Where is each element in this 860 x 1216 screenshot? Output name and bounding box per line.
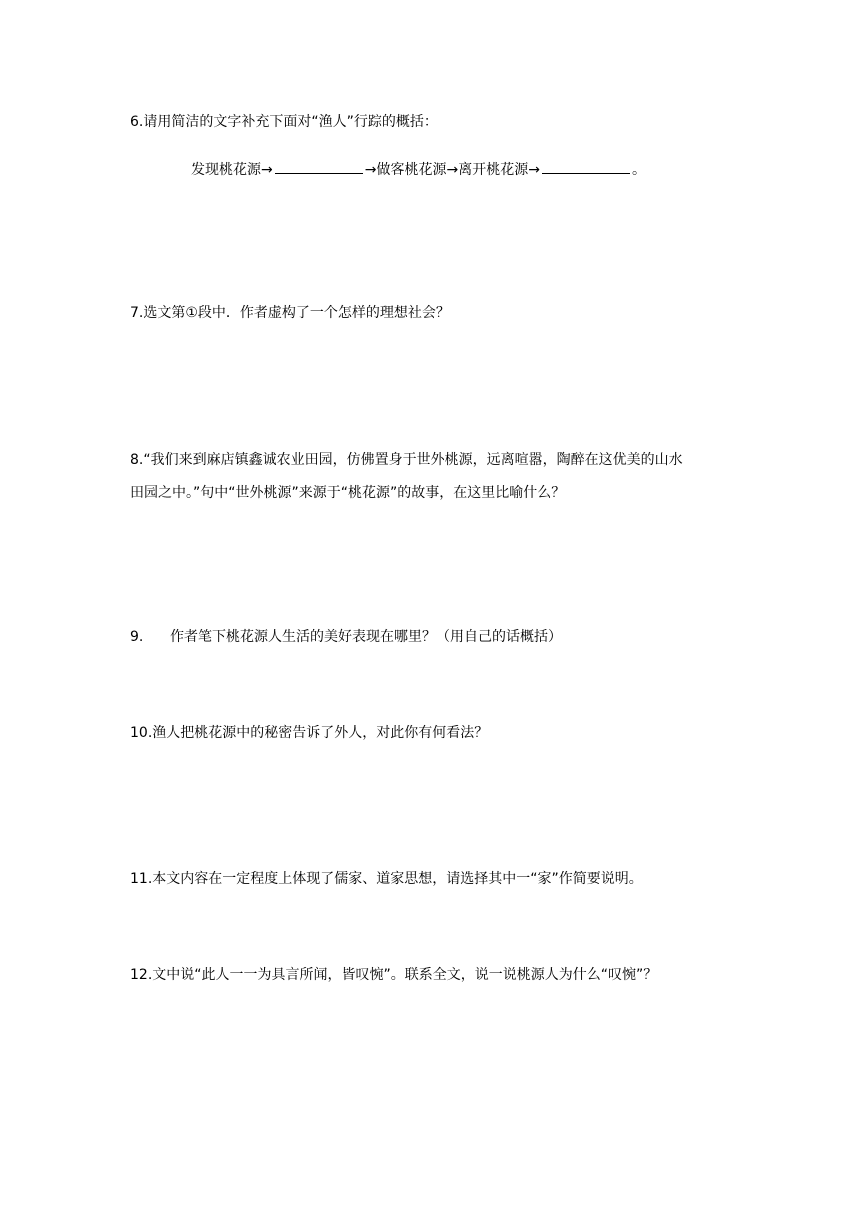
question-6-prompt: 6.请用简洁的文字补充下面对“渔人”行踪的概括： xyxy=(130,114,438,130)
question-6-journey-line xyxy=(191,160,646,180)
question-12-prompt: 12.文中说“此人一一为具言所闻，皆叹惋”。联系全文，说一说桃源人为什么“叹惋”？ xyxy=(130,967,658,983)
question-10-prompt: 10.渔人把桃花源中的秘密告诉了外人，对此你有何看法？ xyxy=(130,725,489,741)
answer-blank-1[interactable] xyxy=(275,161,363,174)
question-8-line-2: 田园之中。”句中“世外桃源”来源于“桃花源”的故事，在这里比喻什么？ xyxy=(130,485,566,501)
answer-blank-2[interactable] xyxy=(542,161,630,174)
journey-end-punct: 。 xyxy=(631,162,646,178)
question-9-number: 9. xyxy=(130,629,144,645)
journey-step-visit-leave: →做客桃花源→离开桃花源→ xyxy=(364,162,540,178)
question-7-prompt: 7.选文第①段中．作者虚构了一个怎样的理想社会？ xyxy=(130,305,450,321)
question-11-prompt: 11.本文内容在一定程度上体现了儒家、道家思想，请选择其中一“家”作简要说明。 xyxy=(130,871,643,887)
question-9-prompt: 作者笔下桃花源人生活的美好表现在哪里？（用自己的话概括） xyxy=(170,629,562,645)
question-8-line-1: 8.“我们来到麻店镇鑫诚农业田园，仿佛置身于世外桃源，远离喧嚣，陶醉在这优美的山水 xyxy=(130,452,683,468)
journey-step-discover: 发现桃花源→ xyxy=(191,162,273,178)
